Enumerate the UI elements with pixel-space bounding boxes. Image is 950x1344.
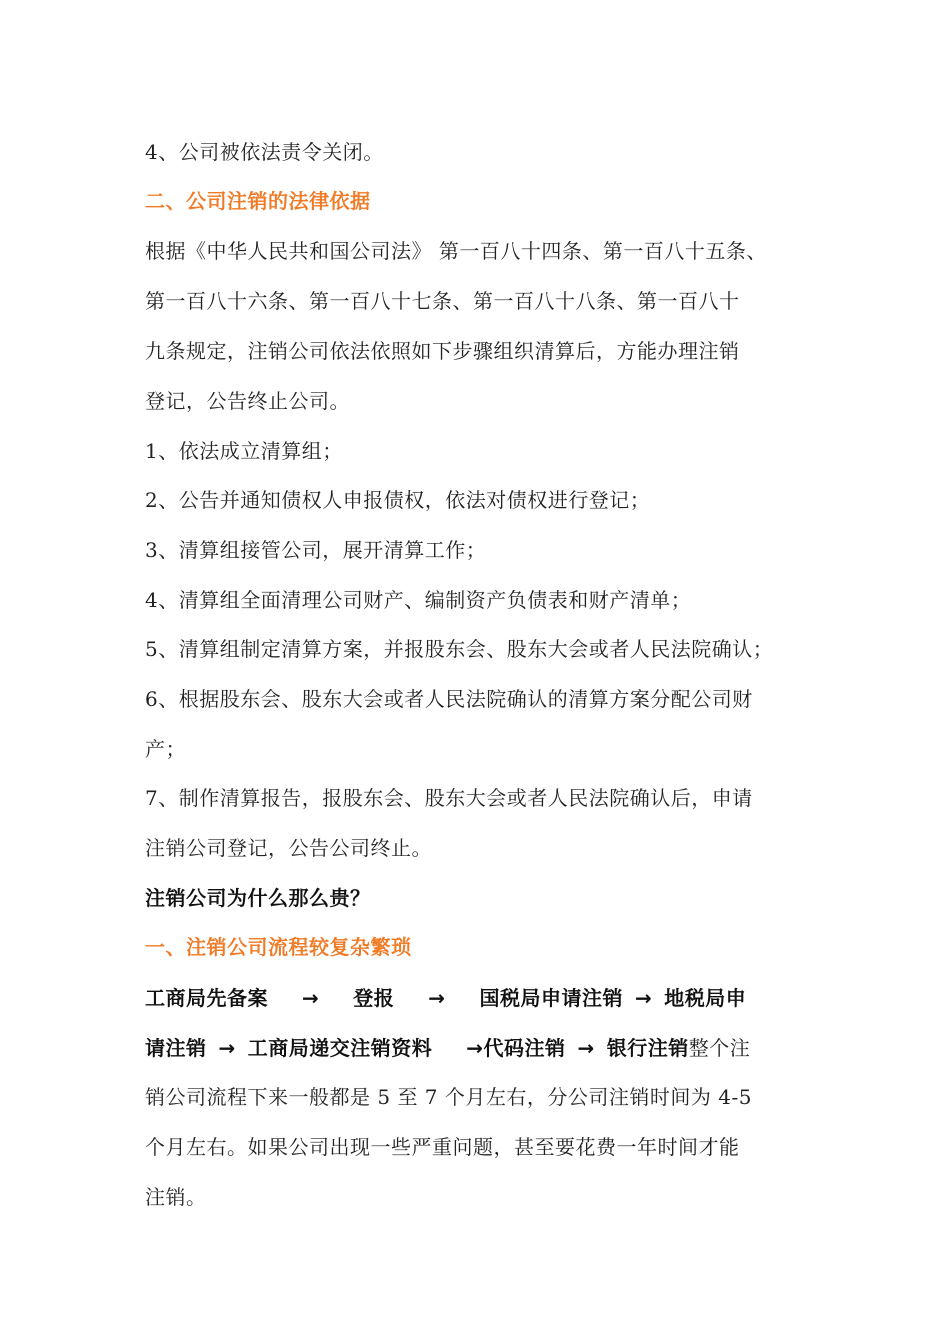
list-item-continuation: 注销公司登记，公告公司终止。 [145,836,432,860]
paragraph-line: 九条规定，注销公司依法依照如下步骤组织清算后，方能办理注销 [145,339,740,363]
section-heading-complex-process: 一、注销公司流程较复杂繁琐 [145,935,412,959]
paragraph-line: 注销。 [145,1185,207,1209]
paragraph-line: 登记，公告终止公司。 [145,389,350,413]
arrow-icon: → [577,1036,595,1060]
arrow-icon: → [302,986,320,1010]
paragraph-line: 个月左右。如果公司出现一些严重问题，甚至要花费一年时间才能 [145,1135,740,1159]
process-flow-line [145,1033,835,1063]
flow-step: 工商局先备案 [145,986,268,1010]
list-item: 4、公司被依法责令关闭。 [145,140,384,164]
paragraph-line: 销公司流程下来一般都是 5 至 7 个月左右，分公司注销时间为 4-5 [145,1085,752,1109]
list-item: 7、制作清算报告，报股东会、股东大会或者人民法院确认后，申请 [145,786,753,810]
list-item-continuation: 产； [145,737,186,761]
paragraph-text: 整个注 [688,1036,751,1060]
paragraph-line: 第一百八十六条、第一百八十七条、第一百八十八条、第一百八十 [145,289,740,313]
arrow-icon: → [428,986,446,1010]
list-item: 3、清算组接管公司，展开清算工作； [145,538,487,562]
question-heading: 注销公司为什么那么贵？ [145,886,371,910]
list-item: 1、依法成立清算组； [145,439,343,463]
flow-step: 请注销 [145,1036,207,1060]
list-item: 2、公告并通知债权人申报债权，依法对债权进行登记； [145,488,651,512]
list-item: 6、根据股东会、股东大会或者人民法院确认的清算方案分配公司财 [145,687,753,711]
arrow-icon: → [466,1036,484,1060]
flow-step: 国税局申请注销 [479,986,624,1010]
list-item: 5、清算组制定清算方案，并报股东会、股东大会或者人民法院确认； [145,637,774,661]
flow-step: 银行注销 [606,1036,689,1060]
flow-step: 登报 [353,986,395,1010]
flow-step: 代码注销 [483,1036,566,1060]
flow-step: 工商局递交注销资料 [247,1036,433,1060]
section-heading-legal-basis: 二、公司注销的法律依据 [145,189,371,213]
arrow-icon: → [635,986,653,1010]
paragraph-line: 根据《中华人民共和国公司法》 第一百八十四条、第一百八十五条、 [145,239,767,263]
list-item: 4、清算组全面清理公司财产、编制资产负债表和财产清单； [145,588,692,612]
flow-step: 地税局申 [664,986,747,1010]
arrow-icon: → [218,1036,236,1060]
process-flow-line [145,983,835,1013]
